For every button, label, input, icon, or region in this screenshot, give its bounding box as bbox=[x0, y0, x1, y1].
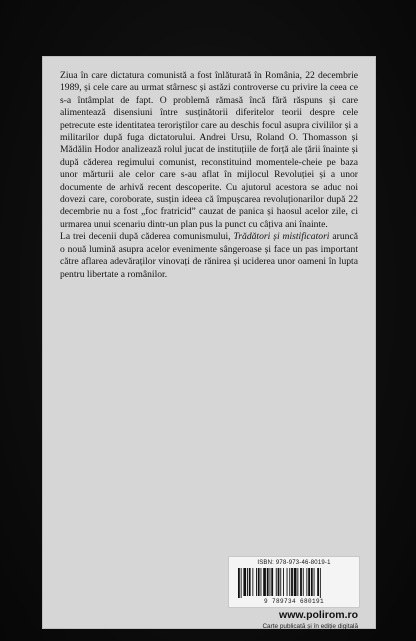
barcode-bar bbox=[283, 568, 284, 596]
digital-edition-note: Carte publicată și în ediție digitală bbox=[262, 623, 358, 630]
barcode-bar bbox=[252, 568, 253, 596]
barcode-bar bbox=[247, 568, 248, 596]
isbn-barcode-box bbox=[228, 556, 360, 608]
barcode-bar bbox=[317, 568, 319, 596]
barcode-bar bbox=[320, 568, 321, 598]
barcode-bar bbox=[306, 568, 307, 596]
barcode-bar bbox=[280, 568, 281, 596]
barcode-bar bbox=[256, 568, 257, 596]
barcode-bar bbox=[270, 568, 271, 596]
blurb-paragraph-2: La trei decenii după căderea comunismului, Trădători și mistificatori aruncă o nouă lumină asupra acelor evenimente sângeroase și face un pas important către aflarea adevăraților vinovați de rănirea și uciderea unor oameni în lupta pentru libertate a românilor. bbox=[60, 231, 358, 280]
barcode-bar bbox=[308, 568, 310, 596]
barcode-icon bbox=[237, 568, 351, 598]
barcode-bar bbox=[238, 568, 240, 598]
text-panel bbox=[42, 56, 376, 629]
book-title: Trădători și mistificatori bbox=[233, 231, 330, 243]
barcode-bar bbox=[297, 568, 298, 596]
barcode-bar bbox=[261, 568, 262, 596]
barcode-bar bbox=[271, 568, 273, 596]
barcode-bar bbox=[294, 568, 297, 596]
barcode-bar bbox=[258, 568, 260, 596]
publisher-website[interactable]: www.polirom.ro bbox=[279, 609, 358, 621]
barcode-bar bbox=[276, 568, 277, 596]
barcode-bar bbox=[243, 568, 246, 596]
barcode-digits: 9 789734 680191 bbox=[263, 598, 324, 605]
blurb-paragraph-1: Ziua în care dictatura comunistă a fost înlăturată în România, 22 decembrie 1989, și cele care au urmat stârnesc și astăzi controverse cu privire la ceea ce s-a întâmplat de fapt. O problemă rămasă încă fără răspuns și care alimentează disensiuni între susținătorii diferitelor teorii despre cele petrecute este identitatea teroriștilor care au deschis focul asupra civililor și a militarilor după fuga dictatorului. Andrei Ursu, Roland O. Thomasson și Mădălin Hodor analizează rolul jucat de instituțiile de forță ale țării înainte și după căderea regimului comunist, reconstituind momentele-cheie pe baza unor mărturii ale celor care s-au aflat în mijlocul Revoluției și a unor documente de arhivă recent descoperite. Cu ajutorul acestora se aduc noi dovezi care, coroborate, susțin ideea că împușcarea revoluționarilor după 22 decembrie nu a fost „foc fratricid” cauzat de panica și haosul acelor zile, ci urmarea unui scenariu dintr-un plan pus la punct cu câțiva ani înainte. bbox=[60, 70, 358, 230]
barcode-bar bbox=[303, 568, 304, 596]
barcode-bar bbox=[263, 568, 266, 596]
barcode-bar bbox=[249, 568, 251, 596]
barcode-bar bbox=[311, 568, 313, 596]
barcode-bar bbox=[241, 568, 242, 598]
barcode-bar bbox=[289, 568, 290, 596]
barcode-bar bbox=[314, 568, 315, 596]
barcode-bar bbox=[278, 568, 280, 596]
barcode-bar bbox=[291, 568, 293, 596]
book-blurb bbox=[60, 70, 358, 281]
barcode-bar bbox=[267, 568, 269, 596]
barcode-bar bbox=[300, 568, 302, 596]
isbn-label: ISBN: 978-973-46-8019-1 bbox=[257, 560, 331, 566]
barcode-bar bbox=[287, 568, 288, 596]
